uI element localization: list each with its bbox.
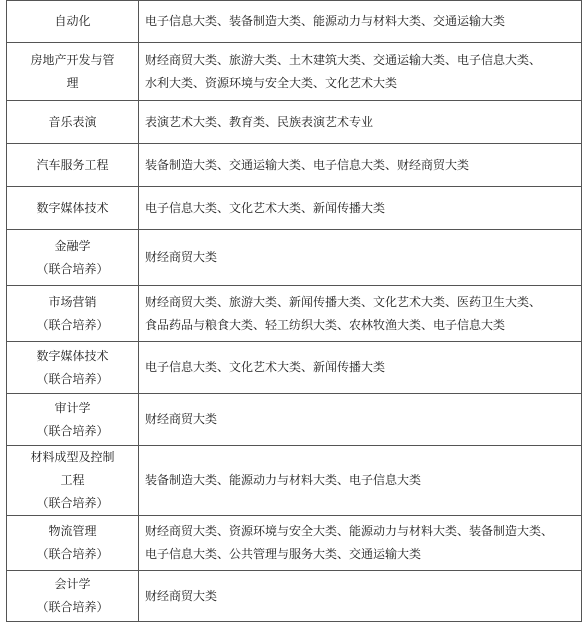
table-row xyxy=(7,43,582,101)
major-name-cell xyxy=(7,187,139,230)
category-text: 财经商贸大类 xyxy=(145,412,218,426)
table-row xyxy=(7,516,582,571)
category-cell xyxy=(139,1,582,43)
table-row xyxy=(7,230,582,286)
major-name-text: （联合培养） xyxy=(36,423,109,438)
category-cell xyxy=(139,516,582,571)
major-name-text: （联合培养） xyxy=(36,600,109,614)
major-name-cell xyxy=(7,286,139,342)
major-name-text: 金融学 xyxy=(54,238,91,253)
category-cell xyxy=(139,446,582,516)
category-text: 电子信息大类、文化艺术大类、新闻传播大类 xyxy=(145,200,386,215)
table-row xyxy=(7,286,582,342)
table-row xyxy=(7,1,582,43)
category-cell xyxy=(139,342,582,394)
major-name-cell xyxy=(7,446,139,516)
major-name-text: 数字媒体技术 xyxy=(36,348,109,363)
category-text: 财经商贸大类、旅游大类、土木建筑大类、交通运输大类、电子信息大类、 xyxy=(145,52,542,67)
major-name-cell xyxy=(7,1,139,43)
major-name-text: （联合培养） xyxy=(36,261,109,276)
category-text: 财经商贸大类、旅游大类、新闻传播大类、文化艺术大类、医药卫生大类、 xyxy=(145,294,542,309)
table-row xyxy=(7,144,582,187)
category-text: 电子信息大类、装备制造大类、能源动力与材料大类、交通运输大类 xyxy=(145,14,506,28)
category-cell xyxy=(139,43,582,101)
category-cell xyxy=(139,144,582,187)
major-name-text: （联合培养） xyxy=(36,371,109,386)
category-text: 食品药品与粮食大类、轻工纺织大类、农林牧渔大类、电子信息大类 xyxy=(145,317,506,332)
major-name-text: 审计学 xyxy=(54,400,91,415)
major-name-text: （联合培养） xyxy=(36,547,109,561)
major-name-text: 材料成型及控制 xyxy=(30,450,115,464)
major-name-text: 理 xyxy=(66,75,79,90)
table-row xyxy=(7,394,582,446)
category-cell xyxy=(139,187,582,230)
major-name-cell xyxy=(7,516,139,571)
major-name-cell xyxy=(7,394,139,446)
category-text: 电子信息大类、文化艺术大类、新闻传播大类 xyxy=(145,360,386,374)
category-text: 表演艺术大类、教育类、民族表演艺术专业 xyxy=(145,114,374,129)
major-name-text: 市场营销 xyxy=(48,294,97,309)
major-name-text: 自动化 xyxy=(54,14,91,28)
major-name-cell xyxy=(7,101,139,144)
major-name-text: 汽车服务工程 xyxy=(36,157,109,172)
major-name-cell xyxy=(7,230,139,286)
major-name-text: 会计学 xyxy=(54,577,91,591)
category-text: 装备制造大类、能源动力与材料大类、电子信息大类 xyxy=(145,473,422,487)
category-cell xyxy=(139,571,582,622)
major-name-text: 房地产开发与管 xyxy=(30,52,115,67)
table-row xyxy=(7,187,582,230)
table-row xyxy=(7,342,582,394)
major-name-text: （联合培养） xyxy=(36,496,109,510)
category-text: 装备制造大类、交通运输大类、电子信息大类、财经商贸大类 xyxy=(145,157,470,172)
major-name-text: 音乐表演 xyxy=(48,114,97,129)
category-text: 财经商贸大类、资源环境与安全大类、能源动力与材料大类、装备制造大类、 xyxy=(145,524,554,538)
major-name-text: （联合培养） xyxy=(36,317,109,332)
table-row xyxy=(7,101,582,144)
major-name-text: 工程 xyxy=(60,473,85,487)
category-cell xyxy=(139,230,582,286)
majors-table xyxy=(6,0,582,622)
category-cell xyxy=(139,394,582,446)
table-row xyxy=(7,446,582,516)
category-text: 水利大类、资源环境与安全大类、文化艺术大类 xyxy=(145,75,398,90)
major-name-text: 物流管理 xyxy=(48,524,97,538)
majors-table-body xyxy=(7,1,582,622)
major-name-text: 数字媒体技术 xyxy=(36,200,109,215)
category-cell xyxy=(139,101,582,144)
table-row xyxy=(7,571,582,622)
major-name-cell xyxy=(7,144,139,187)
major-name-cell xyxy=(7,43,139,101)
category-cell xyxy=(139,286,582,342)
category-text: 财经商贸大类 xyxy=(145,250,218,264)
major-name-cell xyxy=(7,342,139,394)
category-text: 电子信息大类、公共管理与服务大类、交通运输大类 xyxy=(145,547,422,561)
category-text: 财经商贸大类 xyxy=(145,588,218,603)
major-name-cell xyxy=(7,571,139,622)
